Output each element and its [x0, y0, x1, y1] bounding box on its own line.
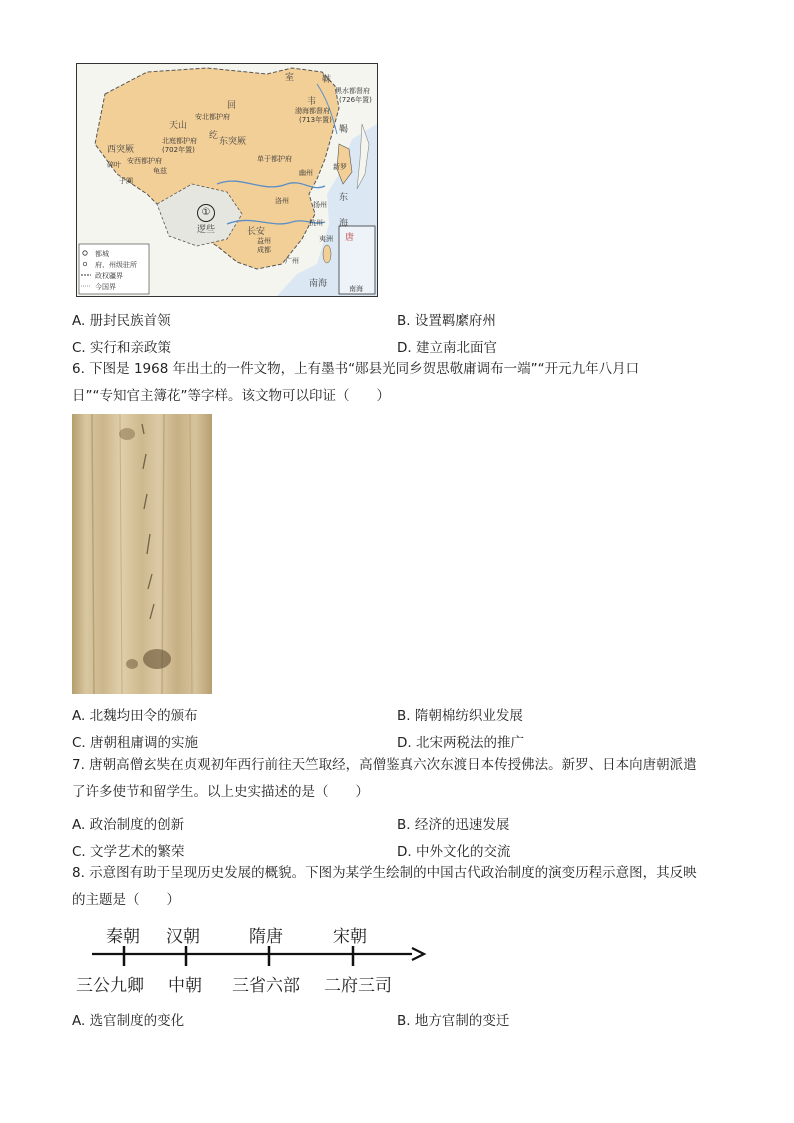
- label-yutian: 于阗: [119, 177, 133, 185]
- q8-option-a[interactable]: A. 选官制度的变化: [72, 1013, 185, 1029]
- label-chengdu: 成都: [257, 246, 271, 254]
- system-sansheng: 三省六部: [232, 976, 300, 996]
- q5-option-d[interactable]: D. 建立南北面官: [397, 340, 497, 356]
- q6-option-d[interactable]: D. 北宋两税法的推广: [397, 735, 524, 751]
- label-mo: 靺: [322, 75, 332, 85]
- q5-option-a[interactable]: A. 册封民族首领: [72, 313, 171, 329]
- era-suitang: 隋唐: [249, 927, 283, 947]
- q7-line-1: 7. 唐朝高僧玄奘在贞观初年西行前往天竺取经，高僧鉴真六次东渡日本传授佛法。新罗、日本向唐朝派遣: [72, 757, 697, 773]
- label-tianshan: 天山: [169, 121, 188, 131]
- system-sangong: 三公九卿: [76, 976, 144, 996]
- q7-stem: [72, 752, 722, 806]
- label-wei: 韦: [307, 97, 317, 107]
- q6-option-b[interactable]: B. 隋朝棉纺织业发展: [397, 708, 523, 724]
- legend-coast: 今国界: [95, 283, 116, 291]
- q6-stem: [72, 356, 722, 410]
- label-anbei: 安北都护府: [195, 113, 230, 121]
- label-inset-nanhai: 南海: [349, 285, 363, 293]
- label-hai: 海: [339, 219, 349, 229]
- q8-line-1: 8. 示意图有助于呈现历史发展的概貌。下图为某学生绘制的中国古代政治制度的演变历程示意图，其反映: [72, 865, 697, 881]
- label-jie: 鞨: [339, 125, 349, 135]
- label-guangzhou: 广州: [285, 257, 299, 265]
- q7-option-a[interactable]: A. 政治制度的创新: [72, 817, 185, 833]
- label-luoxie: 逻些: [197, 225, 216, 235]
- label-yangzhou: 扬州: [313, 201, 327, 209]
- era-qin: 秦朝: [106, 927, 140, 947]
- label-yizhou: 益州: [257, 237, 271, 245]
- q8-option-b[interactable]: B. 地方官制的变迁: [397, 1013, 510, 1029]
- label-donghai: 东: [339, 193, 349, 203]
- timeline-diagram: [72, 918, 432, 998]
- tang-territory-map: [76, 63, 378, 297]
- legend-boundary: 政权疆界: [95, 272, 123, 280]
- q6-option-c[interactable]: C. 唐朝租庸调的实施: [72, 735, 199, 751]
- label-dongtujue: 东突厥: [219, 137, 247, 147]
- q8-line-2: 的主题是（ ）: [72, 892, 180, 908]
- label-bohai-year: (713年置): [299, 116, 332, 124]
- label-luoyang: 洛州: [275, 197, 289, 205]
- system-erfu: 二府三司: [324, 976, 392, 996]
- label-he: 纥: [209, 131, 219, 141]
- q5-option-b[interactable]: B. 设置羁縻府州: [397, 313, 496, 329]
- label-xinluo: 新罗: [333, 163, 347, 171]
- label-suiye: 碎叶: [107, 161, 121, 169]
- label-hangzhou: 杭州: [309, 219, 323, 227]
- label-tang-inset: 唐: [345, 233, 355, 243]
- label-yasu: 夷洲: [319, 235, 333, 243]
- system-zhongchao: 中朝: [168, 976, 202, 996]
- q5-option-c[interactable]: C. 实行和亲政策: [72, 340, 172, 356]
- cloth-artifact-photo: [72, 414, 212, 694]
- legend-capital: 都城: [95, 250, 109, 258]
- artifact-texture: [72, 414, 212, 694]
- era-song: 宋朝: [333, 927, 367, 947]
- label-heishui-year: (726年置): [339, 96, 372, 104]
- label-qiuci: 龟兹: [153, 167, 167, 175]
- q7-line-2: 了许多使节和留学生。以上史实描述的是（ ）: [72, 784, 369, 800]
- circle-one-marker: ①: [197, 204, 215, 222]
- legend-prefecture: 府、州级驻所: [95, 261, 137, 269]
- label-changan: 长安: [247, 227, 266, 237]
- q6-line-1: 6. 下图是 1968 年出土的一件文物，上有墨书“郧县光同乡贺思敬庸调布一端”“开元九年八月口: [72, 361, 640, 377]
- label-anxi: 安西都护府: [127, 157, 162, 165]
- label-nanhai: 南海: [309, 279, 328, 289]
- label-xitujue: 西突厥: [107, 145, 135, 155]
- q6-line-2: 日”“专知官主簿花”等字样。该文物可以印证（ ）: [72, 388, 390, 404]
- label-shiwei: 室: [285, 73, 295, 83]
- label-heishui: 黑水都督府: [335, 87, 370, 95]
- label-huihe: 回: [227, 101, 237, 111]
- q8-stem: [72, 860, 722, 914]
- label-shanyu: 单于都护府: [257, 155, 292, 163]
- label-youzhou: 幽州: [299, 169, 313, 177]
- q7-option-d[interactable]: D. 中外文化的交流: [397, 844, 511, 860]
- label-bohai: 渤海都督府: [295, 107, 330, 115]
- q7-option-c[interactable]: C. 文学艺术的繁荣: [72, 844, 185, 860]
- q6-option-a[interactable]: A. 北魏均田令的颁布: [72, 708, 198, 724]
- label-beiting-year: (702年置): [162, 146, 195, 154]
- era-han: 汉朝: [166, 927, 200, 947]
- q7-option-b[interactable]: B. 经济的迅速发展: [397, 817, 510, 833]
- label-beiting: 北庭都护府: [162, 137, 197, 145]
